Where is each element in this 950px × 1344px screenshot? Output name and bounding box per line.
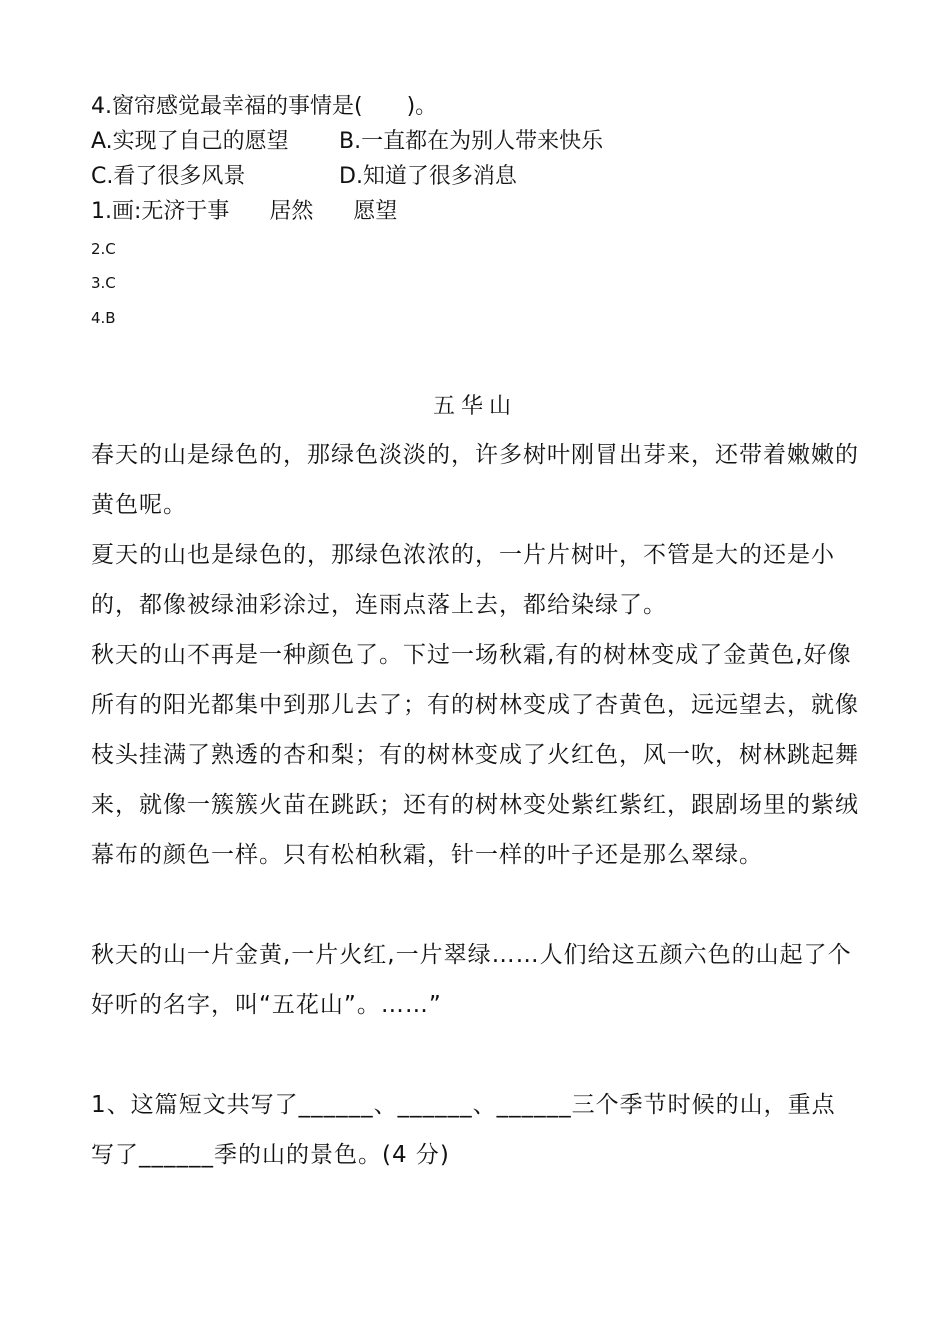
paragraph-conclusion: 秋天的山一片金黄,一片火红,一片翠绿……人们给这五颜六色的山起了个好听的名字，叫“五花山”。……” — [91, 942, 852, 1018]
option-b: B.一直都在为别人带来快乐 — [339, 129, 604, 154]
paragraph-autumn: 秋天的山不再是一种颜色了。下过一场秋霜,有的树林变成了金黄色,好像所有的阳光都集中到那儿去了；有的树林变成了杏黄色，远远望去，就像枝头挂满了熟透的杏和梨；有的树林变成了火红色，风一吹，树林跳起舞来，就像一簇簇火苗在跳跃；还有的树林变处紫红紫红，跟剧场里的紫绒幕布的颜色一样。只有松柏秋霜，针一样的叶子还是那么翠绿。 — [91, 642, 859, 868]
option-d: D.知道了很多消息 — [339, 164, 517, 189]
answer-4: 4.B — [91, 309, 116, 327]
paragraph-summer: 夏天的山也是绿色的，那绿色浓浓的，一片片树叶，不管是大的还是小的，都像被绿油彩涂过，连雨点落上去，都给染绿了。 — [91, 542, 835, 618]
answer-2: 2.C — [91, 240, 116, 258]
answer-3: 3.C — [91, 274, 116, 292]
question-4-options-row-1 — [91, 127, 603, 157]
answer-1-word-2: 居然 — [269, 199, 314, 224]
question-4-stem: 4.窗帘感觉最幸福的事情是( )。 — [91, 94, 438, 119]
answer-1-word-3: 愿望 — [353, 199, 398, 224]
answer-1-word-1: 1.画:无济于事 — [91, 199, 230, 224]
exercise-question-1: 1、这篇短文共写了______、______、______三个季节时候的山，重点 写了______季的山的景色。(4 分) — [91, 1092, 836, 1168]
answer-1 — [91, 197, 397, 227]
option-c: C.看了很多风景 — [91, 164, 246, 189]
option-a: A.实现了自己的愿望 — [91, 129, 289, 154]
question-4-options-row-2 — [91, 162, 517, 192]
article-title: 五华山 — [432, 394, 517, 419]
paragraph-spring: 春天的山是绿色的，那绿色淡淡的，许多树叶刚冒出芽来，还带着嫩嫩的黄色呢。 — [91, 442, 859, 518]
